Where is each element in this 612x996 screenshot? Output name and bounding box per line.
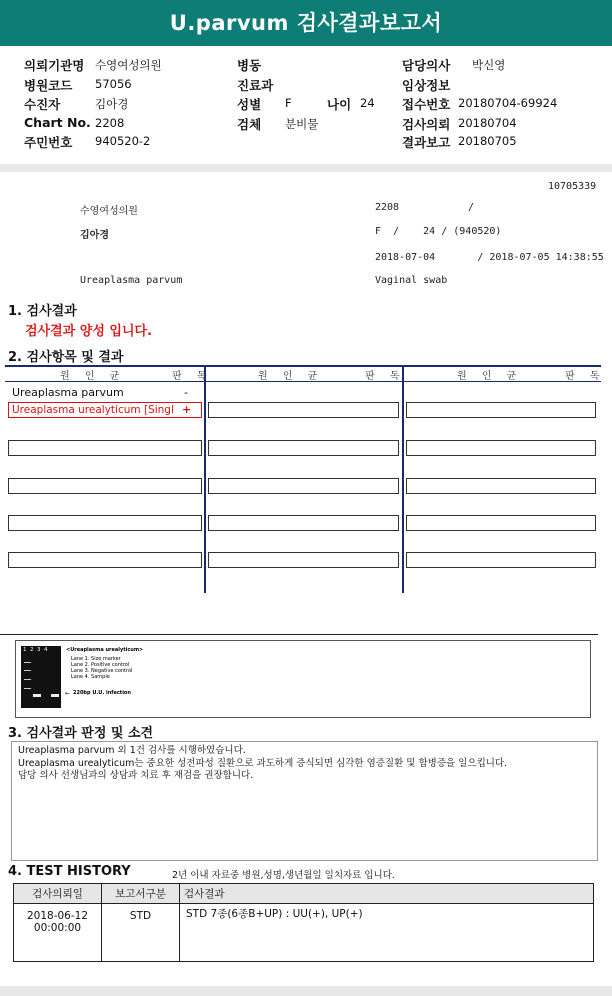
positive-result-text: 검사결과 양성 입니다. <box>25 324 153 339</box>
hospital-value: 수영여성의원 <box>95 58 162 72</box>
result-cell <box>8 552 202 568</box>
gel-band-label: 220bp U.U. infection <box>73 690 131 696</box>
gel-band <box>33 694 41 697</box>
small-patient: 김아경 <box>80 230 109 241</box>
gel-electrophoresis-figure <box>15 640 591 718</box>
sex-value: F <box>285 96 292 110</box>
clinical-label: 임상정보 <box>402 78 451 93</box>
sex-label: 성별 <box>237 97 262 112</box>
gel-band <box>24 662 31 663</box>
result-cell <box>208 402 399 418</box>
history-note: 2년 이내 자료중 병원,성명,생년월일 일치자료 입니다. <box>172 870 395 881</box>
small-chart: 2208 <box>375 202 400 213</box>
code-value: 57056 <box>95 77 132 91</box>
chart-value: 2208 <box>95 116 125 130</box>
result-cell <box>8 478 202 494</box>
pathogen-result: - <box>184 386 188 399</box>
gel-title: <Ureaplasma urealyticum> <box>66 647 144 653</box>
doctor-value: 박신영 <box>472 58 506 72</box>
col-pathogen-header: 원 인 균 <box>258 371 324 382</box>
column-divider <box>402 367 404 593</box>
gel-band <box>24 679 31 680</box>
small-sexage: F / 24 / (940520) <box>375 226 502 237</box>
history-header: 보고서구분 <box>102 884 180 904</box>
pathogen-name: Ureaplasma parvum <box>12 386 124 399</box>
col-judge-header: 판 독 <box>565 371 606 382</box>
age-value: 24 <box>360 96 375 110</box>
history-result: STD 7종(6종B+UP) : UU(+), UP(+) <box>180 904 594 962</box>
result-cell <box>406 402 596 418</box>
separator <box>0 164 612 172</box>
result-cell <box>208 440 399 456</box>
chart-label: Chart No. <box>24 115 91 130</box>
dept-label: 진료과 <box>237 78 274 93</box>
arrow-icon: ← <box>65 690 71 697</box>
col-pathogen-header: 원 인 균 <box>60 371 126 382</box>
gel-band <box>24 670 31 671</box>
gel-image <box>21 646 61 708</box>
section1-title: 1. 검사결과 <box>8 304 77 319</box>
gel-legend-item: Lane 2. Positive control <box>71 662 130 668</box>
history-table <box>13 883 594 962</box>
request-label: 검사의뢰 <box>402 117 451 132</box>
hospital-label: 의뢰기관명 <box>24 58 85 73</box>
pathogen-result-positive: + <box>182 403 192 416</box>
result-cell <box>8 402 202 418</box>
rrn-label: 주민번호 <box>24 135 73 150</box>
doctor-label: 담당의사 <box>402 58 451 73</box>
gel-legend-item: Lane 3. Negative control <box>71 668 133 674</box>
rrn-value: 940520-2 <box>95 134 151 148</box>
section2-title: 2. 검사항목 및 결과 <box>8 350 124 365</box>
section4-title: 4. TEST HISTORY <box>8 864 131 879</box>
specimen-value: 분비물 <box>285 117 319 131</box>
section3-title: 3. 검사결과 판정 및 소견 <box>8 726 154 741</box>
result-cell <box>406 478 596 494</box>
divider <box>0 634 598 635</box>
result-cell <box>208 515 399 531</box>
age-label: 나이 <box>327 97 352 112</box>
opinion-line: 담당 의사 선생님과의 상담과 치료 후 재검을 권장합니다. <box>18 770 254 781</box>
result-cell <box>8 440 202 456</box>
specimen-label: 검체 <box>237 117 262 132</box>
history-date: 2018-06-12 00:00:00 <box>14 904 102 962</box>
request-value: 20180704 <box>458 116 517 130</box>
column-divider <box>204 367 206 593</box>
opinion-line: Ureaplasma parvum 외 1건 검사를 시행하였습니다. <box>18 745 246 756</box>
result-cell <box>8 515 202 531</box>
opinion-line: Ureaplasma urealyticum는 중요한 성전파성 질환으로 과도하게 증식되면 심각한 염증질환 및 합병증을 일으킵니다. <box>18 757 508 769</box>
patient-label: 수진자 <box>24 97 61 112</box>
opinion-box <box>11 741 598 861</box>
history-type: STD <box>102 904 180 962</box>
gel-band <box>24 688 31 689</box>
small-specimen: Vaginal swab <box>375 275 448 286</box>
small-hospital: 수영여성의원 <box>80 206 138 217</box>
report-header <box>0 46 612 164</box>
col-pathogen-header: 원 인 균 <box>457 371 523 382</box>
report-date-value: 20180705 <box>458 134 517 148</box>
result-cell <box>208 552 399 568</box>
report-title: U.parvum 검사결과보고서 <box>0 0 612 46</box>
history-header: 검사결과 <box>180 884 594 904</box>
accession-value: 20180704-69924 <box>458 96 558 110</box>
result-cell <box>406 515 596 531</box>
accession-label: 접수번호 <box>402 97 451 112</box>
col-judge-header: 판 독 <box>172 371 213 382</box>
report-id: 10705339 <box>548 181 597 192</box>
small-test: Ureaplasma parvum <box>80 275 183 286</box>
gel-lane-numbers: 1 2 3 4 <box>23 647 48 653</box>
code-label: 병원코드 <box>24 78 73 93</box>
result-cell <box>208 478 399 494</box>
table-row <box>14 904 594 962</box>
result-cell <box>406 552 596 568</box>
history-header: 검사의뢰일 <box>14 884 102 904</box>
gel-band <box>51 694 59 697</box>
small-slash: / <box>468 202 475 213</box>
footer-bar <box>0 986 612 996</box>
ward-label: 병동 <box>237 58 262 73</box>
result-cell <box>406 440 596 456</box>
small-dates: 2018-07-04 / 2018-07-05 14:38:55 <box>375 252 604 263</box>
gel-legend-item: Lane 1. Size marker <box>71 656 121 662</box>
gel-legend-item: Lane 4. Sample <box>71 674 110 680</box>
patient-value: 김아경 <box>95 97 129 111</box>
report-date-label: 결과보고 <box>402 135 451 150</box>
pathogen-name-positive: Ureaplasma urealyticum [Singl <box>12 404 174 416</box>
col-judge-header: 판 독 <box>365 371 406 382</box>
